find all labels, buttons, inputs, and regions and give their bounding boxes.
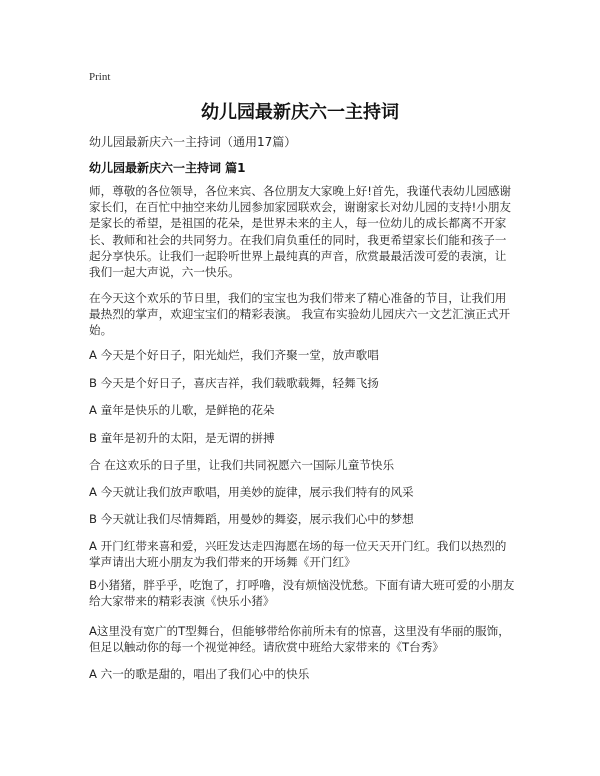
paragraph-line: A这里没有宽广的T型舞台，但能够带给你前所未有的惊喜，这里没有华丽的服饰，但足以触动你的每一个视觉神经。请欣赏中班给大家带来的《T台秀》 <box>89 624 510 655</box>
paragraph-line: 合 在这欢乐的日子里，让我们共同祝愿六一国际儿童节快乐 <box>89 458 395 472</box>
paragraph-line: A 六一的歌是甜的，唱出了我们心中的快乐 <box>89 667 310 681</box>
document-subtitle: 幼儿园最新庆六一主持词（通用17篇） <box>89 135 297 149</box>
section-heading: 幼儿园最新庆六一主持词 篇1 <box>89 161 246 175</box>
paragraph-opening: 在今天这个欢乐的节日里，我们的宝宝也为我们带来了精心准备的节目，让我们用最热烈的掌声，欢迎宝宝们的精彩表演。 我宣布实验幼儿园庆六一文艺汇演正式开始。 <box>89 291 511 338</box>
page-title: 幼儿园最新庆六一主持词 <box>201 102 399 123</box>
paragraph-line: B 今天就让我们尽情舞蹈，用曼妙的舞姿，展示我们心中的梦想 <box>89 512 414 526</box>
paragraph-line: B小猪猪，胖乎乎，吃饱了，打呼噜，没有烦恼没忧愁。下面有请大班可爱的小朋友给大家带来的精彩表演《快乐小猪》 <box>89 578 515 609</box>
paragraph-line: A 童年是快乐的儿歌，是鲜艳的花朵 <box>89 403 275 417</box>
paragraph-intro: 师，尊敬的各位领导，各位来宾、各位朋友大家晚上好!首先，我谨代表幼儿园感谢家长们，在百忙中抽空来幼儿园参加家园联欢会，谢谢家长对幼儿园的支持!小朋友是家长的希望，是祖国的花朵，是世界未来的主人，每一位幼儿的成长都离不开家长、教师和社会的共同努力。在我们肩负重任的同时，我更希望家长们能和孩子一起分享快乐。让我们一起聆听世界上最纯真的声音，欣赏最最活泼可爱的表演，让我们一起大声说，六一快乐。 <box>89 184 512 280</box>
paragraph-line: A 今天是个好日子，阳光灿烂，我们齐聚一堂，放声歌唱 <box>89 348 379 362</box>
paragraph-line: A 今天就让我们放声歌唱，用美妙的旋律，展示我们特有的风采 <box>89 485 414 499</box>
print-label: Print <box>89 71 111 83</box>
paragraph-line: A 开门红带来喜和爱，兴旺发达走四海愿在场的每一位天天开门红。我们以热烈的掌声请出大班小朋友为我们带来的开场舞《开门红》 <box>89 539 507 570</box>
paragraph-line: B 童年是初升的太阳，是无谓的拼搏 <box>89 431 275 445</box>
paragraph-line: B 今天是个好日子，喜庆吉祥，我们载歌载舞，轻舞飞扬 <box>89 376 379 390</box>
